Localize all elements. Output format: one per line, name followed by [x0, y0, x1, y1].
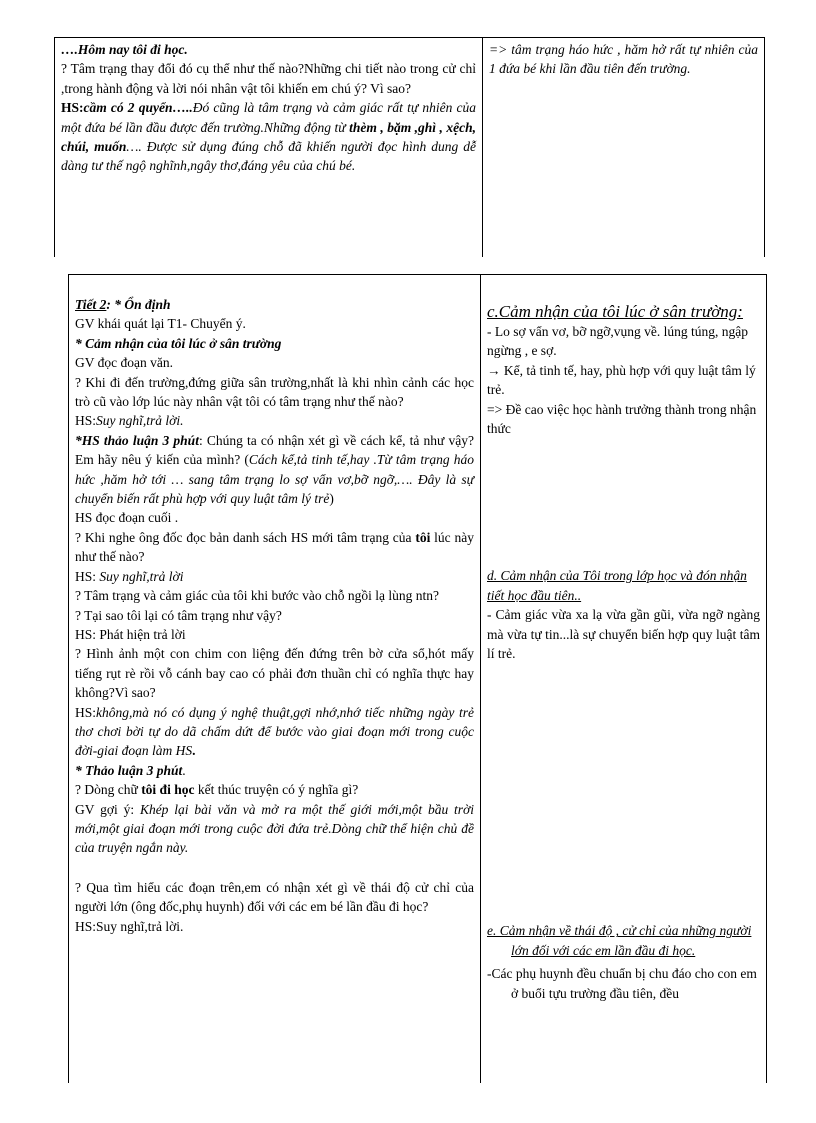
- question-text: ? Tâm trạng và cảm giác của tôi khi bước vào chỗ ngồi lạ lùng ntn?: [75, 588, 439, 604]
- student-note: HS đọc đoạn cuối .: [75, 510, 179, 526]
- discussion-text: [75, 431, 474, 509]
- discussion-label: *HS thảo luận 3 phút: [75, 432, 199, 448]
- student-answer: HS: Phát hiện trả lời: [75, 626, 186, 642]
- discussion-answer: Cách kể,tả tinh tế,hay .Từ tâm trạng háo hức ,hăm hở tới … sang tâm trạng lo sợ vẩn vơ,bỡ ngỡ,…. Đây là sự chuyển biến rất phù hợp với quy luật tâm lý trẻ: [75, 452, 475, 507]
- answer-text: Suy nghĩ,trả lời: [99, 568, 184, 584]
- teacher-hint: [75, 800, 474, 858]
- answer-text: Suy nghĩ,trả lời.: [96, 413, 184, 429]
- hint-label: GV gợi ý:: [75, 801, 140, 817]
- hs-label: HS:: [75, 413, 97, 429]
- teacher-note: GV khái quát lại T1- Chuyển ý.: [75, 316, 246, 332]
- question-part: kết thúc truyện có ý nghĩa gì?: [194, 782, 359, 798]
- answer-bold: cầm có 2 quyển…..: [83, 100, 193, 116]
- right-cell: [481, 275, 767, 1084]
- answer-tail: …. Được sử dụng đúng chỗ đã khiến người đọc hình dung dễ dàng tư thế ngộ nghĩnh,ngây thơ,đáng yêu của chú bé.: [61, 139, 476, 174]
- student-answer: [61, 98, 476, 176]
- student-answer: HS:Suy nghĩ,trả lời.: [75, 918, 184, 934]
- question-bold: tôi: [415, 529, 431, 545]
- section-c-point: - Lo sợ vẩn vơ, bỡ ngỡ,vụng về. lúng túng, ngập ngừng , e sợ.: [487, 324, 749, 359]
- section-d-point: - Cảm giác vừa xa lạ vừa gần gũi, vừa ngỡ ngàng mà vừa tự tin...là sự chuyển biến hợp quy luật tâm lí trẻ.: [487, 607, 760, 662]
- question-text: ? Tại sao tôi lại có tâm trạng như vậy?: [75, 607, 282, 623]
- answer-text: Đó cũng là tâm trạng và cảm giác rất tự nhiên của một đứa bé lần đầu được đến trường.Những động từ: [61, 100, 476, 135]
- lesson-table-main: [68, 274, 767, 1083]
- hs-label: HS:: [61, 100, 84, 116]
- teacher-note: GV đọc đoạn văn.: [75, 355, 173, 371]
- student-answer: [75, 703, 474, 761]
- discussion-close: ): [329, 491, 334, 507]
- student-answer: [75, 567, 474, 586]
- period-heading: [75, 295, 474, 314]
- hs-label: HS:: [75, 704, 97, 720]
- answer-text: không,mà nó có dụng ý nghệ thuật,gợi nhớ,nhớ tiếc những ngày trẻ thơ chơi bời tự do dã chấm dứt để bước vào giai đoạn mới trong cuộc đời-giai đoạn làm HS: [75, 704, 474, 759]
- verb-list: thèm , bặm ,ghì , xệch, chúi, muốn: [61, 119, 476, 155]
- hint-text: Khép lại bài văn và mở ra một thế giới mới,một bầu trời mới,một giai đoạn mới trong cuộc đời đứa trẻ.Dòng chữ thể hiện chủ đề của truyện ngắn này.: [75, 801, 474, 856]
- question-part: lúc này như thế nào?: [75, 529, 474, 565]
- section-e-heading: e. Cảm nhận về thái độ , cử chỉ của những người lớn đối với các em lần đầu đi học.: [487, 923, 752, 958]
- lesson-table-top: [54, 37, 765, 257]
- right-cell: [483, 38, 765, 258]
- question-bold: tôi đi học: [141, 782, 195, 798]
- section-heading: * Cảm nhận của tôi lúc ở sân trường: [75, 335, 282, 351]
- conclusion-text: => tâm trạng háo hức , hăm hở rất tự nhiên của 1 đứa bé khi lần đầu tiên đến trường.: [489, 42, 758, 77]
- period-rest: : * Ổn định: [106, 297, 171, 312]
- left-cell: [69, 275, 481, 1084]
- heading-end: .: [182, 762, 186, 778]
- discussion-label: * Thảo luận 3 phút: [75, 762, 183, 778]
- question-text: ? Hình ảnh một con chim con liệng đến đứng trên bờ cửa sổ,hót mấy tiếng rụt rè rồi vỗ cánh bay cao có phải đơn thuần chỉ có nghĩa thực hay không?Vì sao?: [75, 646, 474, 701]
- hs-label: HS:: [75, 568, 100, 584]
- section-c-heading: c.Cảm nhận của tôi lúc ở sân trường:: [487, 302, 743, 321]
- student-answer: [75, 411, 474, 430]
- question-part: ? Khi nghe ông đốc đọc bản danh sách HS mới tâm trạng của: [75, 529, 416, 545]
- heading-hom-nay: ….Hôm nay tôi đi học.: [61, 42, 188, 57]
- discussion-question: : Chúng ta có nhận xét gì về cách kể, tả như vậy? Em hãy nêu ý kiến của mình? (: [75, 432, 474, 468]
- section-heading: [75, 761, 474, 780]
- section-e-point: -Các phụ huynh đều chuẩn bị chu đáo cho con em ở buổi tựu trường đầu tiên, đều: [487, 966, 757, 1001]
- question-text: [75, 780, 474, 799]
- question-text: ? Khi đi đến trường,đứng giữa sân trường,nhất là khi nhìn cảnh các học trò cũ vào lớp lúc này nhân vật tôi có tâm trạng như thế nào?: [75, 374, 474, 410]
- question-text: ? Qua tìm hiểu các đoạn trên,em có nhận xét gì về thái độ cử chỉ của người lớn (ông đốc,phụ huynh) đối với các em bé lần đầu đi học?: [75, 879, 474, 915]
- question-text: ? Tâm trạng thay đổi đó cụ thể như thế nào?Những chi tiết nào trong cử chỉ ,trong hành động và lời nói nhân vật tôi khiến em chú ý? Vì sao?: [61, 61, 476, 96]
- question-text: [75, 528, 474, 567]
- section-d-heading: d. Cảm nhận của Tôi trong lớp học và đón nhận tiết học đầu tiên..: [487, 568, 747, 603]
- question-part: ? Dòng chữ: [75, 782, 142, 798]
- period-label: Tiết 2: [75, 297, 107, 312]
- section-c-point: => Đề cao việc học hành trưởng thành trong nhận thức: [487, 401, 757, 437]
- section-c-point: → Kể, tả tinh tế, hay, phù hợp với quy luật tâm lý trẻ.: [487, 362, 756, 398]
- left-cell: [55, 38, 483, 258]
- answer-end: .: [192, 743, 196, 759]
